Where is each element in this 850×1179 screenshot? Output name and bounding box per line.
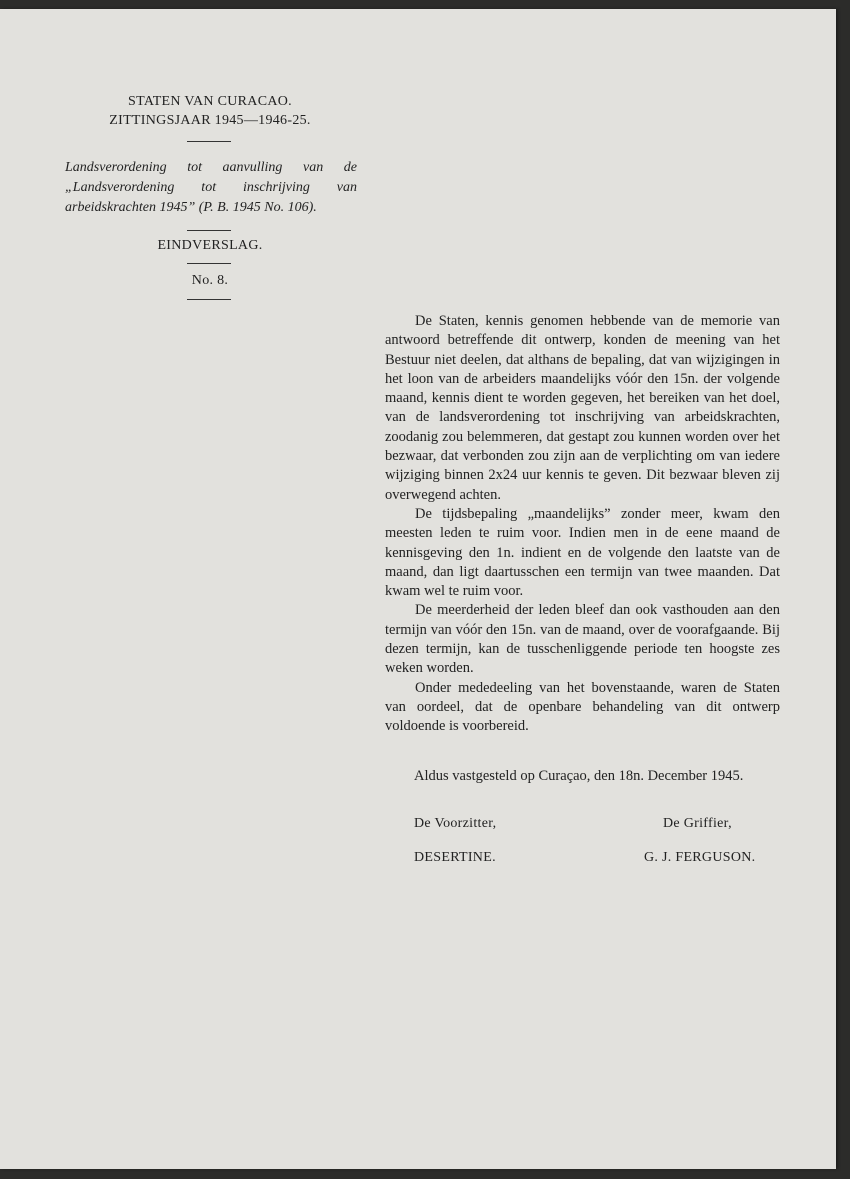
body-paragraph: De Staten, kennis genomen hebbende van de memorie van antwoord betreffende dit ontwerp, konden de meening van het Bestuur niet deelen, dat althans de bepaling, dat van wijzigingen in het loon van de arbeiders maandelijks vóór den 15n. der volgende maand, kennis dient te worden gegeven, het bereiken van het doel, van de landsverordening tot inschrijving van arbeidskrachten, zoodanig zou belemmeren, dat gestapt zou kunnen worden over het bezwaar, dat verbonden zou zijn aan de verplichting om van iedere wijziging binnen 2x24 uur kennis te geven. Dit bezwaar bleven zij overwegend achten. — [385, 313, 780, 503]
divider — [187, 263, 231, 264]
chair-name: DESERTINE. — [414, 850, 496, 865]
document-page — [0, 9, 836, 1169]
closing-statement: Aldus vastgesteld op Curaçao, den 18n. December 1945. — [414, 768, 744, 784]
chair-title: De Voorzitter, — [414, 816, 497, 831]
header-title: STATEN VAN CURACAO. — [128, 94, 292, 109]
divider — [187, 299, 231, 300]
scan-border-top — [0, 0, 850, 9]
divider — [187, 230, 231, 231]
clerk-title: De Griffier, — [663, 816, 732, 831]
scan-border-bottom — [0, 1169, 850, 1179]
report-number: No. 8. — [191, 273, 229, 288]
report-type: EINDVERSLAG. — [157, 238, 263, 253]
subject-heading: Landsverordening tot aanvulling van de „Landsverordening tot inschrijving van arbeidskrachten 1945” (P. B. 1945 No. 106). — [65, 160, 357, 215]
report-body — [385, 312, 780, 737]
scan-border-right — [836, 0, 850, 1179]
body-paragraph: De tijdsbepaling „maandelijks” zonder meer, kwam den meesten leden te ruim voor. Indien men in de eene maand de kennisgeving den 1n. indient en de volgende den laatste van de maand, dan ligt daartusschen een termijn van twee maanden. Dat kwam wel te ruim voor. — [385, 505, 780, 600]
body-paragraph: Onder mededeeling van het bovenstaande, waren de Staten van oordeel, dat de openbare behandeling van dit ontwerp voldoende is voorbereid. — [385, 679, 780, 735]
body-paragraph: De meerderheid der leden bleef dan ook vasthouden aan den termijn van vóór den 15n. van de maand, over de voorafgaande. Bij dezen termijn, kan de tusschenliggende periode ten hoogste zes weken worden. — [385, 602, 780, 677]
divider — [187, 141, 231, 142]
header-session: ZITTINGSJAAR 1945—1946-25. — [109, 113, 311, 128]
clerk-name: G. J. FERGUSON. — [644, 850, 756, 865]
